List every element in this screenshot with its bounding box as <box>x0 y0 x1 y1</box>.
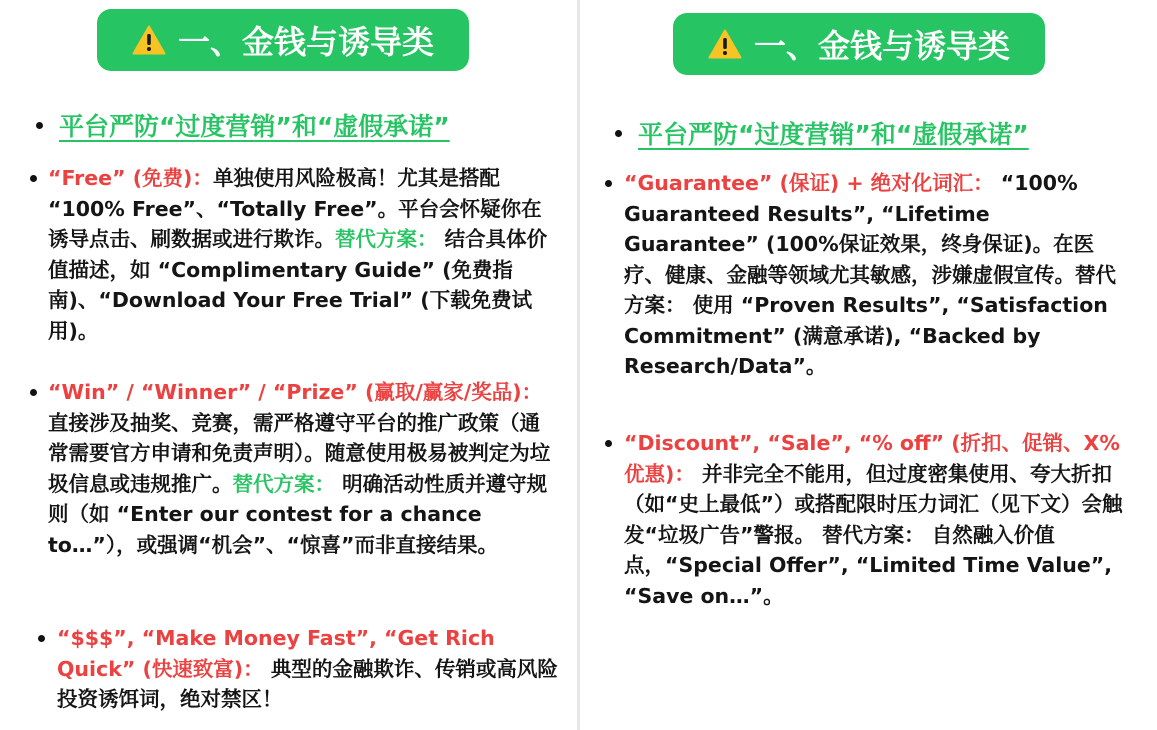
item-keyword: “Win” / “Winner” / “Prize” (赢取/赢家/奖品)： <box>48 380 543 404</box>
item-description: 单独使用风险极高！尤其是搭配 “100% Free”、“Totally Free”。平台会怀疑你在诱导点击、刷数据或进行欺诈。 <box>48 166 542 251</box>
section-title: 一、金钱与诱导类 <box>753 27 1010 65</box>
list-item <box>30 163 560 346</box>
section-title: 一、金钱与诱导类 <box>177 23 434 61</box>
alternative-label: 替代方案： <box>232 471 335 496</box>
bullet <box>615 130 622 137</box>
list-item-text <box>30 377 560 560</box>
left-panel <box>0 0 577 730</box>
item-description: “100% Guaranteed Results”, “Lifetime Guarantee” (100%保证效果，终身保证)。在医疗、健康、金融等领域尤其敏感，涉嫌虚假宣传。替代方案： 使用 “Proven Results”, “Satisfaction Commitment” (满意承诺), “Backed by Research/Data”。 <box>624 171 1116 378</box>
item-alternative: 明确活动性质并遵守规则（如 “Enter our contest for a chance to…”），或强调“机会”、“惊喜”而非直接结果。 <box>48 471 548 557</box>
item-alternative: 结合具体价值描述，如 “Complimentary Guide” (免费指南)、“Download Your Free Trial” (下载免费试用)。 <box>48 227 548 343</box>
subtitle-text: 平台严防“过度营销”和“虚假承诺” <box>59 112 450 141</box>
list-item-text <box>605 168 1130 382</box>
list-item <box>30 377 560 560</box>
subtitle <box>36 107 450 143</box>
list-item-text <box>605 428 1135 611</box>
item-keyword: “Free” (免费)： <box>48 166 213 190</box>
list-item-text <box>30 163 560 346</box>
bullet <box>38 635 45 642</box>
item-description: 并非完全不能用，但过度密集使用、夸大折扣（如“史上最低”）或搭配限时压力词汇（见下文）会触发“垃圾广告”警报。 替代方案： 自然融入价值点，“Special Offer”, “Limited Time Value”, “Save on…”。 <box>624 461 1123 608</box>
item-description: 典型的金融欺诈、传销或高风险投资诱饵词，绝对禁区！ <box>57 656 558 711</box>
right-panel <box>580 0 1157 730</box>
bullet <box>36 122 43 129</box>
list-item <box>605 168 1130 382</box>
item-keyword: “$$$”, “Make Money Fast”, “Get Rich Quick” (快速致富)： <box>57 626 495 681</box>
bullet <box>605 180 612 187</box>
section-header <box>673 13 1045 75</box>
item-description: 直接涉及抽奖、竞赛，需严格遵守平台的推广政策（通常需要官方申请和免责声明）。随意使用极易被判定为垃圾信息或违规推广。 <box>48 410 551 496</box>
subtitle-text: 平台严防“过度营销”和“虚假承诺” <box>638 120 1029 149</box>
section-header <box>97 9 469 71</box>
item-keyword: “Discount”, “Sale”, “% off” (折扣、促销、X% 优惠)： <box>624 431 1120 486</box>
bullet <box>30 389 37 396</box>
list-item <box>38 623 558 715</box>
bullet <box>605 440 612 447</box>
list-item <box>605 428 1135 611</box>
alternative-label: 替代方案： <box>335 227 438 251</box>
warning-icon <box>132 25 166 55</box>
subtitle <box>615 115 1029 151</box>
bullet <box>30 175 37 182</box>
list-item-text <box>38 623 558 715</box>
warning-icon <box>708 29 742 59</box>
item-keyword: “Guarantee” (保证) + 绝对化词汇： <box>624 171 994 195</box>
